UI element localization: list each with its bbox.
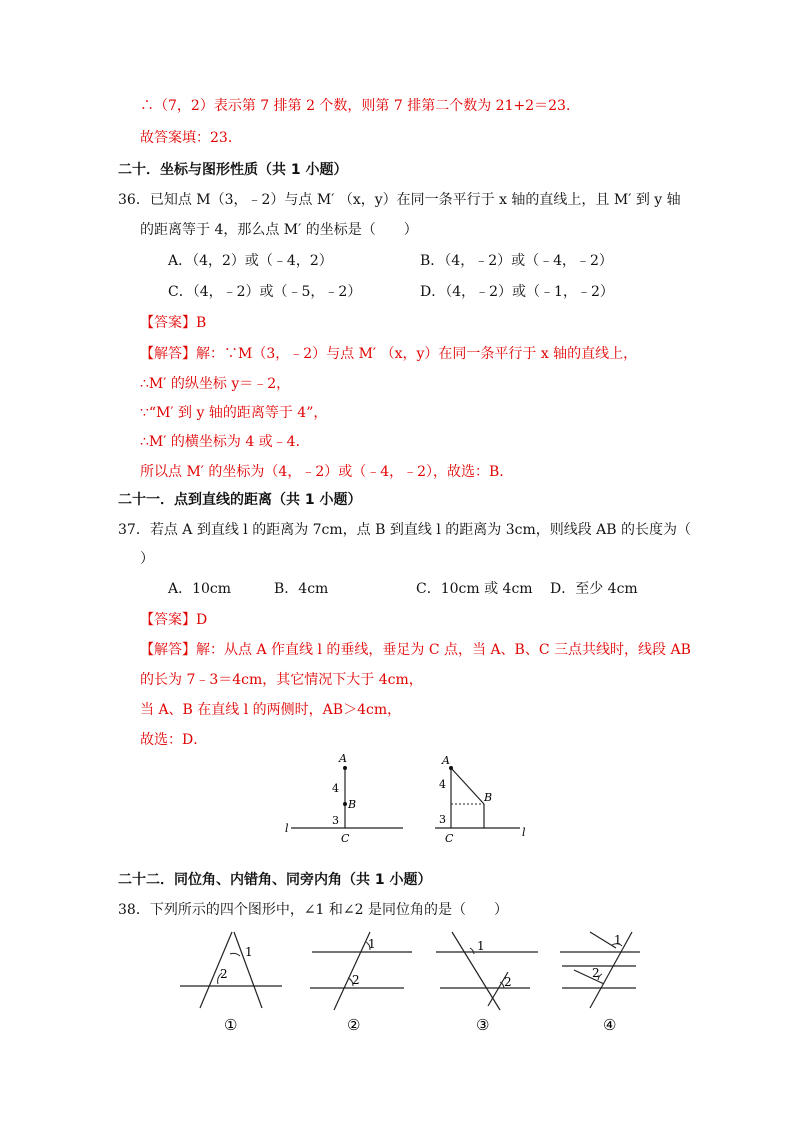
solution-37-line-4: 故选：D． bbox=[140, 732, 208, 748]
label-c-right: C bbox=[445, 832, 454, 845]
figure-3-angle-1: 1 bbox=[477, 939, 485, 953]
segment-ab-right bbox=[451, 768, 484, 804]
figure-2-caption: ② bbox=[347, 1016, 361, 1034]
figure-1-angle-2: 2 bbox=[220, 967, 228, 981]
label-a-right: A bbox=[442, 754, 450, 767]
answer-37: 【答案】D bbox=[140, 612, 208, 628]
point-b-left bbox=[343, 802, 347, 806]
label-l-left: l bbox=[285, 822, 289, 835]
point-a-left bbox=[343, 766, 347, 770]
question-36-option-c: C．（4，﹣2）或（﹣5，﹣2） bbox=[168, 284, 362, 300]
label-3-left: 3 bbox=[332, 814, 339, 827]
label-l-right: l bbox=[522, 826, 526, 839]
section-22-heading: 二十二．同位角、内错角、同旁内角（共 1 小题） bbox=[118, 872, 432, 888]
solution-36-line-1: 【解答】解：∵M（3，﹣2）与点 M′ （x，y）在同一条平行于 x 轴的直线上， bbox=[140, 346, 638, 362]
section-21-heading: 二十一．点到直线的距离（共 1 小题） bbox=[118, 492, 362, 508]
question-37-stem-2: ） bbox=[140, 551, 154, 567]
question-36-option-a: A．（4，2）或（﹣4，2） bbox=[168, 253, 333, 269]
solution-37-line-1: 【解答】解：从点 A 作直线 l 的垂线，垂足为 C 点，当 A、B、C 三点共线时，线段 AB bbox=[140, 642, 691, 658]
question-37-figure bbox=[285, 748, 535, 848]
figure-3-angle-2: 2 bbox=[504, 975, 512, 989]
question-38-stem: 38．下列所示的四个图形中，∠1 和∠2 是同位角的是（ ） bbox=[118, 902, 508, 918]
solution-36-line-5: 所以点 M′ 的坐标为（4，﹣2）或（﹣4，﹣2），故选：B． bbox=[140, 464, 514, 480]
figure-1 bbox=[180, 932, 282, 1034]
solution-35-line: ∴（7，2）表示第 7 排第 2 个数，则第 7 排第二个数为 21+2＝23． bbox=[140, 98, 580, 114]
answer-35-fill: 故答案填：23． bbox=[140, 130, 242, 146]
question-38-figure bbox=[170, 926, 650, 1036]
solution-36-line-3: ∵“M′ 到 y 轴的距离等于 4”， bbox=[140, 405, 328, 421]
label-b-left: B bbox=[348, 798, 357, 811]
solution-37-line-2: 的长为 7﹣3＝4cm，其它情况下大于 4cm， bbox=[140, 672, 423, 688]
figure-3 bbox=[436, 932, 538, 1034]
figure-2-angle-1: 1 bbox=[368, 937, 376, 951]
label-c-left: C bbox=[341, 832, 350, 845]
label-4-left: 4 bbox=[332, 782, 339, 795]
question-36-option-d: D．（4，﹣2）或（﹣1，﹣2） bbox=[420, 284, 614, 300]
figure-4-angle-2: 2 bbox=[592, 966, 600, 980]
section-20-heading: 二十．坐标与图形性质（共 1 小题） bbox=[118, 162, 348, 178]
solution-36-line-4: ∴M′ 的横坐标为 4 或﹣4． bbox=[140, 434, 310, 450]
figure-1-angle-1: 1 bbox=[245, 945, 253, 959]
question-36-stem-1: 36．已知点 M（3，﹣2）与点 M′ （x，y）在同一条平行于 x 轴的直线上，且 M′ 到 y 轴 bbox=[118, 192, 681, 208]
figure-4 bbox=[560, 932, 640, 1034]
label-4-right: 4 bbox=[439, 778, 446, 791]
question-37-stem-1: 37．若点 A 到直线 l 的距离为 7cm，点 B 到直线 l 的距离为 3cm，则线段 AB 的长度为（ bbox=[118, 522, 692, 538]
figure-1-caption: ① bbox=[224, 1016, 238, 1034]
label-3-right: 3 bbox=[439, 813, 446, 826]
figure-4-caption: ④ bbox=[603, 1016, 617, 1034]
solution-36-line-2: ∴M′ 的纵坐标 y＝﹣2， bbox=[140, 376, 291, 392]
label-b-right: B bbox=[484, 791, 493, 804]
question-37-option-d: D．至少 4cm bbox=[550, 581, 638, 597]
figure-4-angle-1: 1 bbox=[614, 933, 622, 947]
question-36-option-b: B．（4，﹣2）或（﹣4，﹣2） bbox=[420, 253, 613, 269]
question-37-option-a: A．10cm bbox=[168, 581, 232, 597]
question-37-option-c: C．10cm 或 4cm bbox=[416, 581, 533, 597]
solution-37-line-3: 当 A、B 在直线 l 的两侧时，AB＞4cm， bbox=[140, 702, 402, 718]
answer-36: 【答案】B bbox=[140, 315, 207, 331]
question-36-stem-2: 的距离等于 4，那么点 M′ 的坐标是（ ） bbox=[140, 222, 418, 238]
figure-3-caption: ③ bbox=[476, 1016, 490, 1034]
question-37-option-b: B．4cm bbox=[274, 581, 329, 597]
label-a-left: A bbox=[339, 752, 347, 765]
figure-2 bbox=[310, 932, 412, 1034]
figure-2-angle-2: 2 bbox=[352, 973, 360, 987]
